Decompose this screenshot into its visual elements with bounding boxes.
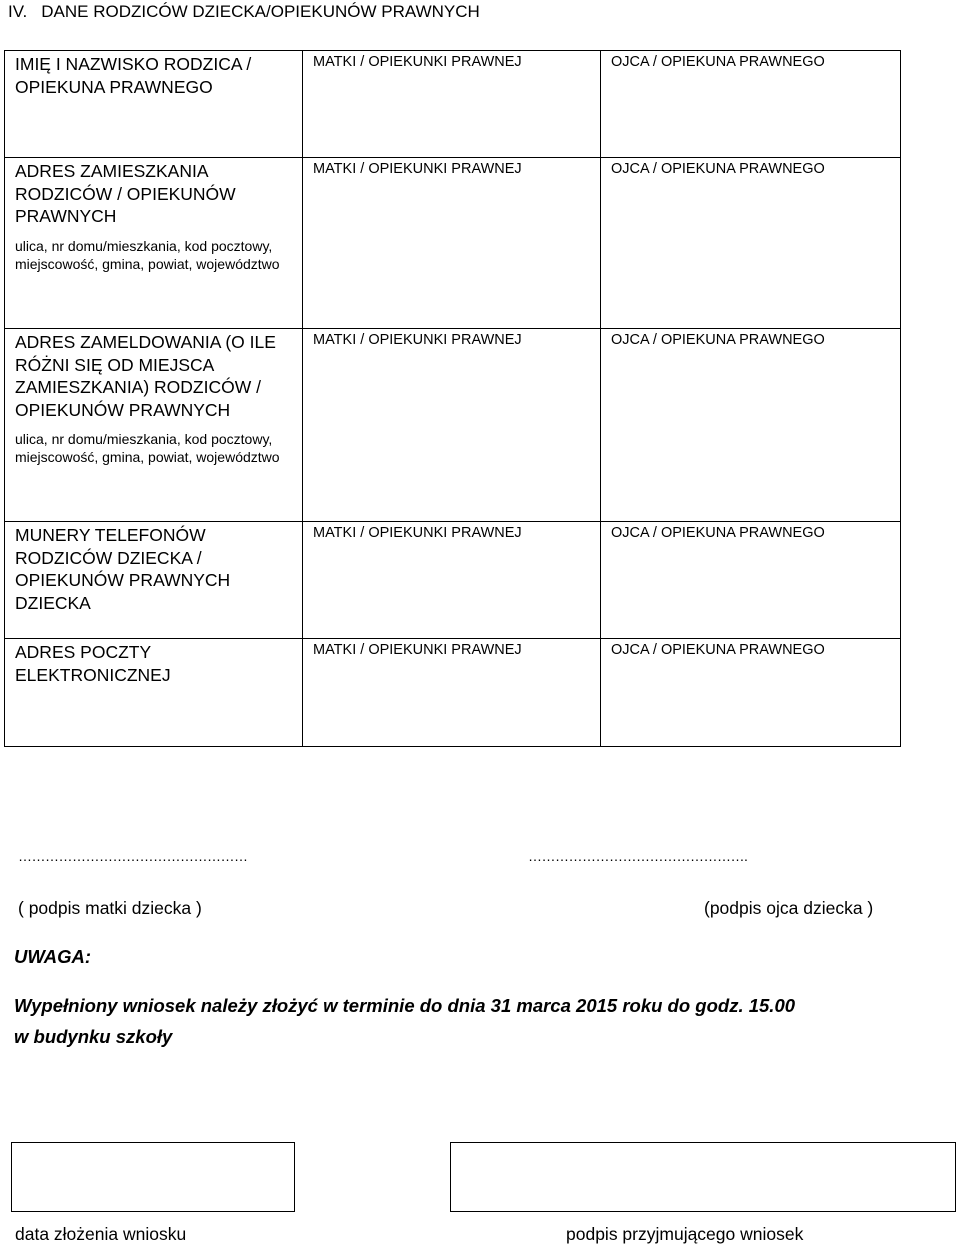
submission-date-box[interactable] bbox=[11, 1142, 295, 1212]
row-label: MUNERY TELEFONÓW RODZICÓW DZIECKA / OPIEKUNÓW PRAWNYCH DZIECKA bbox=[15, 525, 231, 613]
row-label: IMIĘ I NAZWISKO RODZICA / OPIEKUNA PRAWNEGO bbox=[15, 54, 252, 97]
father-registration-field[interactable] bbox=[601, 329, 901, 522]
table-row bbox=[5, 51, 901, 158]
father-column-header: OJCA / OPIEKUNA PRAWNEGO bbox=[611, 332, 825, 348]
mother-column-header: MATKI / OPIEKUNKI PRAWNEJ bbox=[313, 332, 522, 348]
mother-residence-field[interactable] bbox=[303, 158, 601, 329]
father-column-header: OJCA / OPIEKUNA PRAWNEGO bbox=[611, 161, 825, 177]
row-label-cell bbox=[5, 51, 303, 158]
mother-signature-label: ( podpis matki dziecka ) bbox=[18, 898, 202, 918]
section-number: IV. bbox=[8, 2, 28, 21]
row-label-cell bbox=[5, 158, 303, 329]
father-residence-field[interactable] bbox=[601, 158, 901, 329]
receiver-signature-label: podpis przyjmującego wniosek bbox=[566, 1224, 804, 1244]
mother-signature-line[interactable]: …………………………………………… bbox=[18, 848, 248, 864]
father-column-header: OJCA / OPIEKUNA PRAWNEGO bbox=[611, 54, 825, 70]
mother-column-header: MATKI / OPIEKUNKI PRAWNEJ bbox=[313, 161, 522, 177]
table-row bbox=[5, 639, 901, 747]
note-location-text: w budynku szkoły bbox=[14, 1026, 173, 1047]
mother-phone-field[interactable] bbox=[303, 522, 601, 639]
row-sublabel: ulica, nr domu/mieszkania, kod pocztowy, miejscowość, gmina, powiat, województwo bbox=[15, 431, 280, 465]
row-label: ADRES ZAMELDOWANIA (O ILE RÓŻNI SIĘ OD MIEJSCA ZAMIESZKANIA) RODZICÓW / OPIEKUNÓW PRAWNYCH bbox=[15, 332, 276, 420]
row-label-cell bbox=[5, 639, 303, 747]
father-email-field[interactable] bbox=[601, 639, 901, 747]
father-signature-label: (podpis ojca dziecka ) bbox=[704, 898, 874, 918]
father-column-header: OJCA / OPIEKUNA PRAWNEGO bbox=[611, 642, 825, 658]
father-column-header: OJCA / OPIEKUNA PRAWNEGO bbox=[611, 525, 825, 541]
note-deadline-text: Wypełniony wniosek należy złożyć w terminie do dnia 31 marca 2015 roku do godz. 15.00 bbox=[14, 995, 796, 1016]
row-label: ADRES POCZTY ELEKTRONICZNEJ bbox=[15, 642, 171, 685]
row-label: ADRES ZAMIESZKANIA RODZICÓW / OPIEKUNÓW PRAWNYCH bbox=[15, 161, 236, 226]
submission-date-label: data złożenia wniosku bbox=[15, 1224, 187, 1244]
note-heading: UWAGA: bbox=[14, 946, 92, 967]
table-row bbox=[5, 158, 901, 329]
mother-column-header: MATKI / OPIEKUNKI PRAWNEJ bbox=[313, 525, 522, 541]
mother-registration-field[interactable] bbox=[303, 329, 601, 522]
mother-column-header: MATKI / OPIEKUNKI PRAWNEJ bbox=[313, 54, 522, 70]
receiver-signature-box[interactable] bbox=[450, 1142, 956, 1212]
table-row bbox=[5, 522, 901, 639]
father-name-field[interactable] bbox=[601, 51, 901, 158]
row-label-cell bbox=[5, 329, 303, 522]
section-title bbox=[8, 2, 480, 22]
mother-email-field[interactable] bbox=[303, 639, 601, 747]
father-signature-line[interactable]: …………………………………………. bbox=[528, 848, 748, 864]
row-label-cell bbox=[5, 522, 303, 639]
father-phone-field[interactable] bbox=[601, 522, 901, 639]
table-row bbox=[5, 329, 901, 522]
mother-column-header: MATKI / OPIEKUNKI PRAWNEJ bbox=[313, 642, 522, 658]
row-sublabel: ulica, nr domu/mieszkania, kod pocztowy, miejscowość, gmina, powiat, województwo bbox=[15, 237, 280, 272]
section-heading: DANE RODZICÓW DZIECKA/OPIEKUNÓW PRAWNYCH bbox=[41, 2, 480, 21]
parents-data-table bbox=[4, 50, 901, 747]
mother-name-field[interactable] bbox=[303, 51, 601, 158]
